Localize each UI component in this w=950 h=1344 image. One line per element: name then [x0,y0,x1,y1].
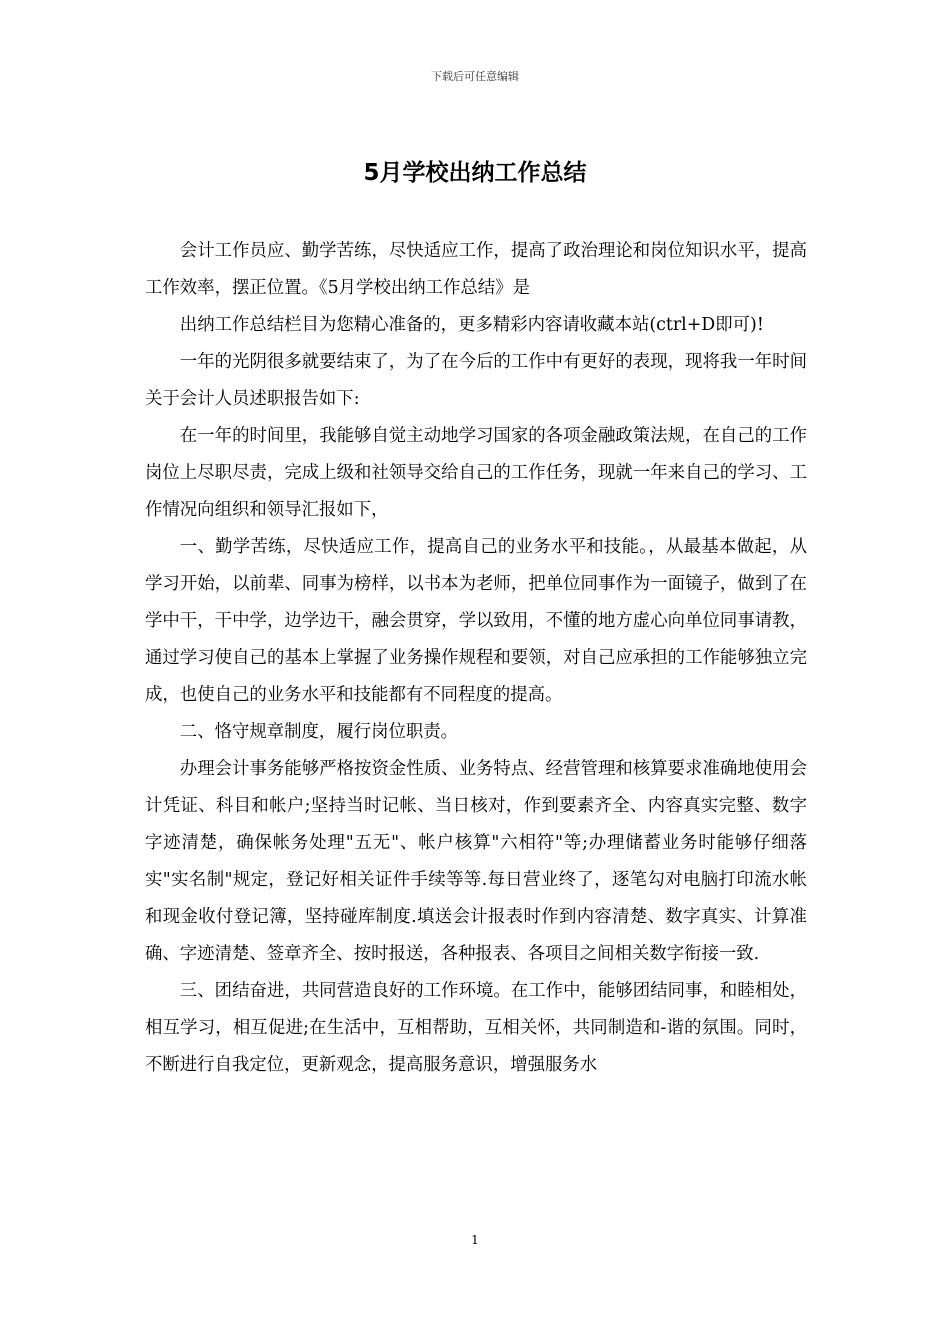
paragraph: 二、恪守规章制度，履行岗位职责。 [179,722,459,742]
document-body [145,233,807,1084]
document-title: 5月学校出纳工作总结 [363,160,587,186]
page-number: 1 [471,1233,479,1247]
paragraph: 办理会计事务能够严格按资金性质、业务特点、经营管理和核算要求准确地使用会计凭证、科目和帐户;坚持当时记帐、当日核对，作到要素齐全、内容真实完整、数字字迹清楚，确保帐务处理"五无"、帐户核算"六相符"等;办理储蓄业务时能够仔细落实"实名制"规定，登记好相关证件手续等等.每日营业终了，逐笔勾对电脑打印流水帐和现金收付登记簿，坚持碰库制度.填送会计报表时作到内容清楚、数字真实、计算准确、字迹清楚、签章齐全、按时报送，各种报表、各项目之间相关数字衔接一致. [145,759,807,964]
paragraph: 一年的光阴很多就要结束了，为了在今后的工作中有更好的表现，现将我一年时间关于会计人员述职报告如下: [145,352,807,409]
paragraph: 会计工作员应、勤学苦练，尽快适应工作，提高了政治理论和岗位知识水平，提高工作效率，摆正位置。《5月学校出纳工作总结》是 [145,241,807,298]
paragraph: 三、团结奋进，共同营造良好的工作环境。在工作中，能够团结同事，和睦相处，相互学习，相互促进;在生活中，互相帮助，互相关怀，共同制造和-谐的氛围。同时，不断进行自我定位，更新观念，提高服务意识，增强服务水 [145,981,807,1075]
header-note: 下载后可任意编辑 [431,70,519,83]
paragraph: 出纳工作总结栏目为您精心准备的，更多精彩内容请收藏本站(ctrl+D即可)! [179,315,764,335]
paragraph: 在一年的时间里，我能够自觉主动地学习国家的各项金融政策法规，在自己的工作岗位上尽职尽责，完成上级和社领导交给自己的工作任务，现就一年来自己的学习、工作情况向组织和领导汇报如下， [145,426,807,520]
paragraph: 一、勤学苦练，尽快适应工作，提高自己的业务水平和技能。，从最基本做起，从学习开始，以前辈、同事为榜样，以书本为老师，把单位同事作为一面镜子，做到了在学中干，干中学，边学边干，融会贯穿，学以致用，不懂的地方虚心向单位同事请教，通过学习使自己的基本上掌握了业务操作规程和要领，对自己应承担的工作能够独立完成，也使自己的业务水平和技能都有不同程度的提高。 [145,537,807,705]
